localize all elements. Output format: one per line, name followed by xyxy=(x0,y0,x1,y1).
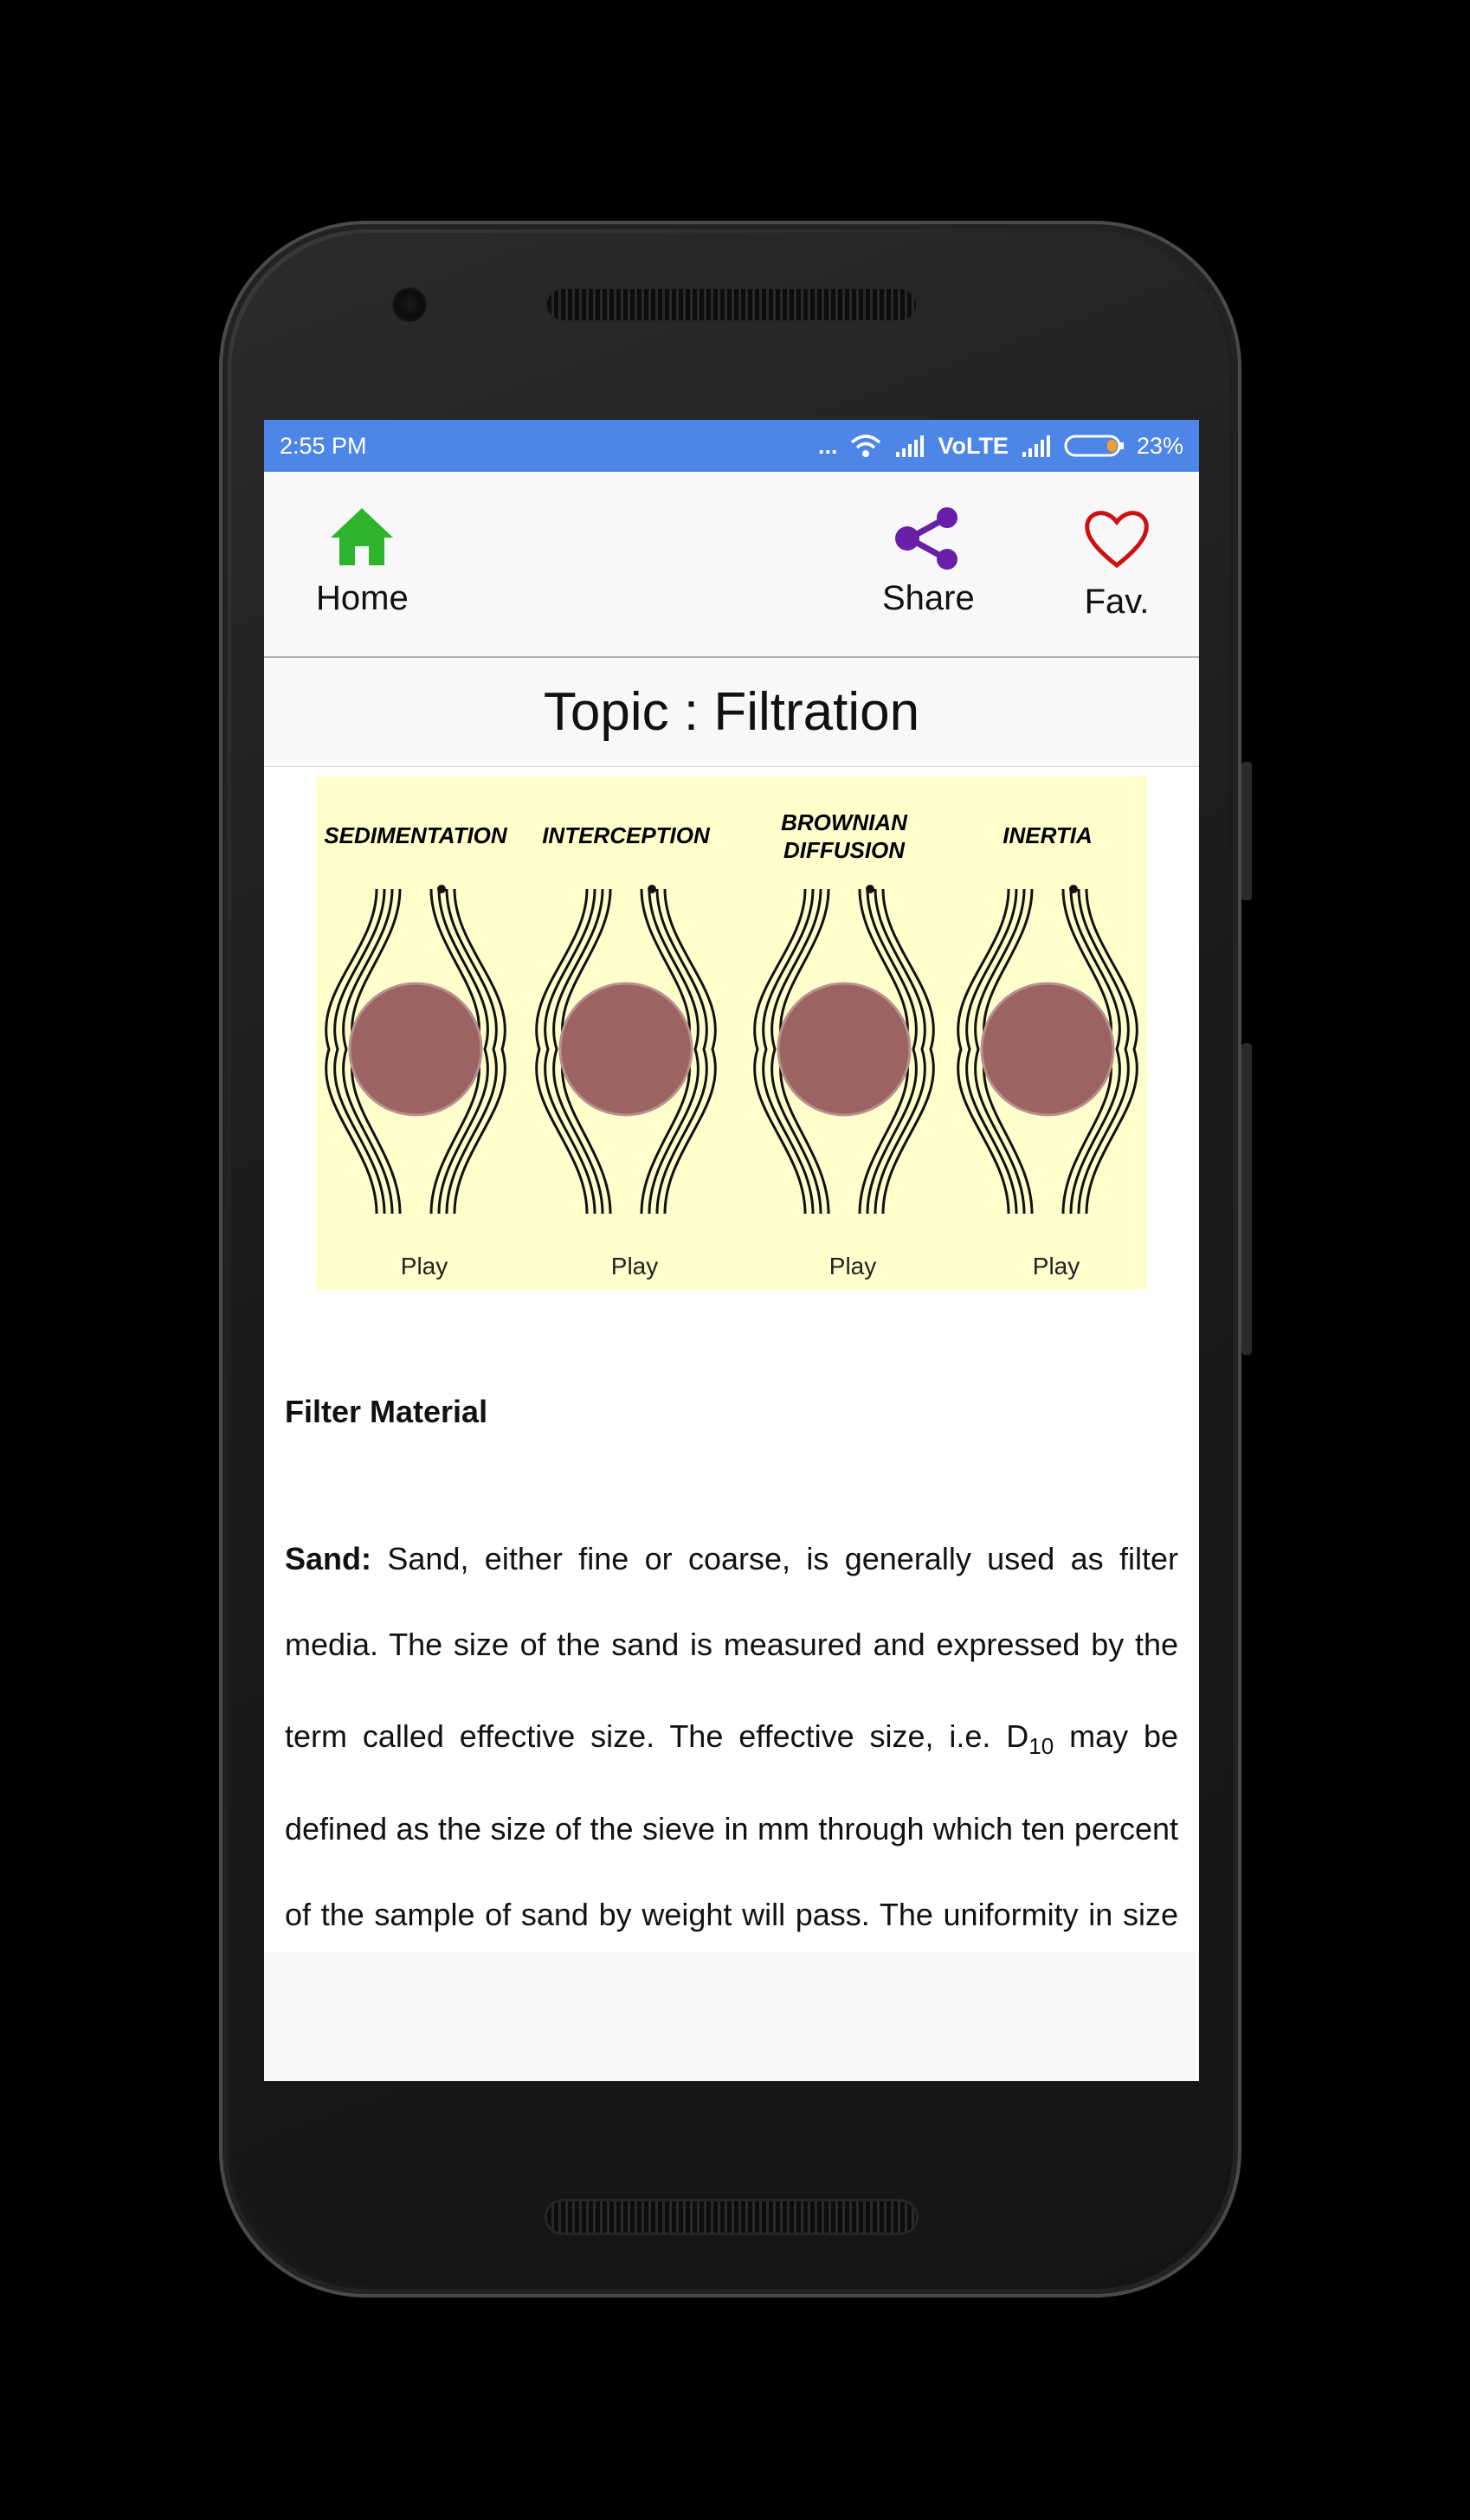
home-icon xyxy=(329,506,395,567)
more-dots: ... xyxy=(817,432,838,459)
mechanism-panel xyxy=(958,822,1138,1279)
mechanism-panel xyxy=(324,822,508,1279)
page-title: Topic : Filtration xyxy=(543,682,920,742)
paragraph-line-3 xyxy=(285,1687,1178,1786)
small-particle-dot xyxy=(437,885,446,893)
play-button[interactable]: Play xyxy=(400,1253,448,1279)
volume-button xyxy=(1241,1043,1252,1355)
share-icon xyxy=(893,506,963,570)
toolbar xyxy=(264,472,1199,658)
paragraph-line-5: of the sample of sand by weight will pass. The uniformity in size xyxy=(285,1897,1178,1932)
paragraph-line-4: defined as the size of the sieve in mm through which ten percent xyxy=(285,1811,1178,1846)
paragraph-line-2: media. The size of the sand is measured and expressed by the xyxy=(285,1627,1178,1662)
bottom-area xyxy=(264,1952,1199,2081)
small-particle-dot xyxy=(866,885,874,893)
play-button[interactable]: Play xyxy=(1032,1253,1080,1279)
topic-title-bar xyxy=(264,658,1199,767)
line-1-text: Sand, either fine or coarse, is generally used as filter xyxy=(371,1541,1178,1576)
line-3-tail: may be xyxy=(1054,1718,1179,1754)
status-icons xyxy=(818,433,1183,460)
lead-term: Sand: xyxy=(285,1541,372,1576)
front-camera-icon xyxy=(392,287,427,322)
signal-icon-2 xyxy=(1021,435,1052,457)
status-time: 2:55 PM xyxy=(280,432,367,459)
article-paragraph xyxy=(285,1516,1178,1957)
mechanism-label: INTERCEPTION xyxy=(542,822,710,848)
mechanism-panel xyxy=(755,809,934,1279)
collector-particle xyxy=(778,983,910,1115)
battery-icon xyxy=(1064,434,1125,458)
mechanism-label: INERTIA xyxy=(1003,822,1093,848)
mechanism-label: SEDIMENTATION xyxy=(324,822,507,848)
line-3-text: term called effective size. The effective size, i.e. D xyxy=(285,1718,1029,1754)
mechanism-label-2: DIFFUSION xyxy=(783,837,906,863)
share-button[interactable] xyxy=(882,506,975,618)
diagram-svg xyxy=(316,777,1147,1290)
fav-label: Fav. xyxy=(1084,583,1150,621)
small-particle-dot xyxy=(1069,885,1078,893)
filtration-mechanisms-diagram xyxy=(316,777,1147,1290)
power-button xyxy=(1241,762,1252,900)
top-speaker xyxy=(547,289,916,320)
collector-particle xyxy=(560,983,692,1115)
heart-icon xyxy=(1082,506,1151,570)
mechanism-label: BROWNIAN xyxy=(781,809,907,835)
share-label: Share xyxy=(882,579,975,617)
signal-icon xyxy=(894,435,925,457)
play-button[interactable]: Play xyxy=(610,1253,659,1279)
network-type: VoLTE xyxy=(938,432,1009,459)
mechanism-panel xyxy=(537,822,716,1279)
section-heading: Filter Material xyxy=(285,1394,488,1429)
bottom-speaker xyxy=(547,2201,916,2233)
small-particle-dot xyxy=(648,885,656,893)
collector-particle xyxy=(350,983,481,1115)
wifi-icon xyxy=(849,433,882,459)
collector-particle xyxy=(982,983,1113,1115)
subscript-10: 10 xyxy=(1028,1733,1054,1760)
status-bar xyxy=(264,420,1199,472)
play-button[interactable]: Play xyxy=(828,1253,877,1279)
paragraph-line-1 xyxy=(285,1516,1178,1602)
app-screen xyxy=(264,420,1199,2081)
home-label: Home xyxy=(316,579,409,617)
home-button[interactable] xyxy=(316,506,409,618)
battery-percent: 23% xyxy=(1136,432,1183,459)
fav-button[interactable] xyxy=(1082,506,1151,622)
